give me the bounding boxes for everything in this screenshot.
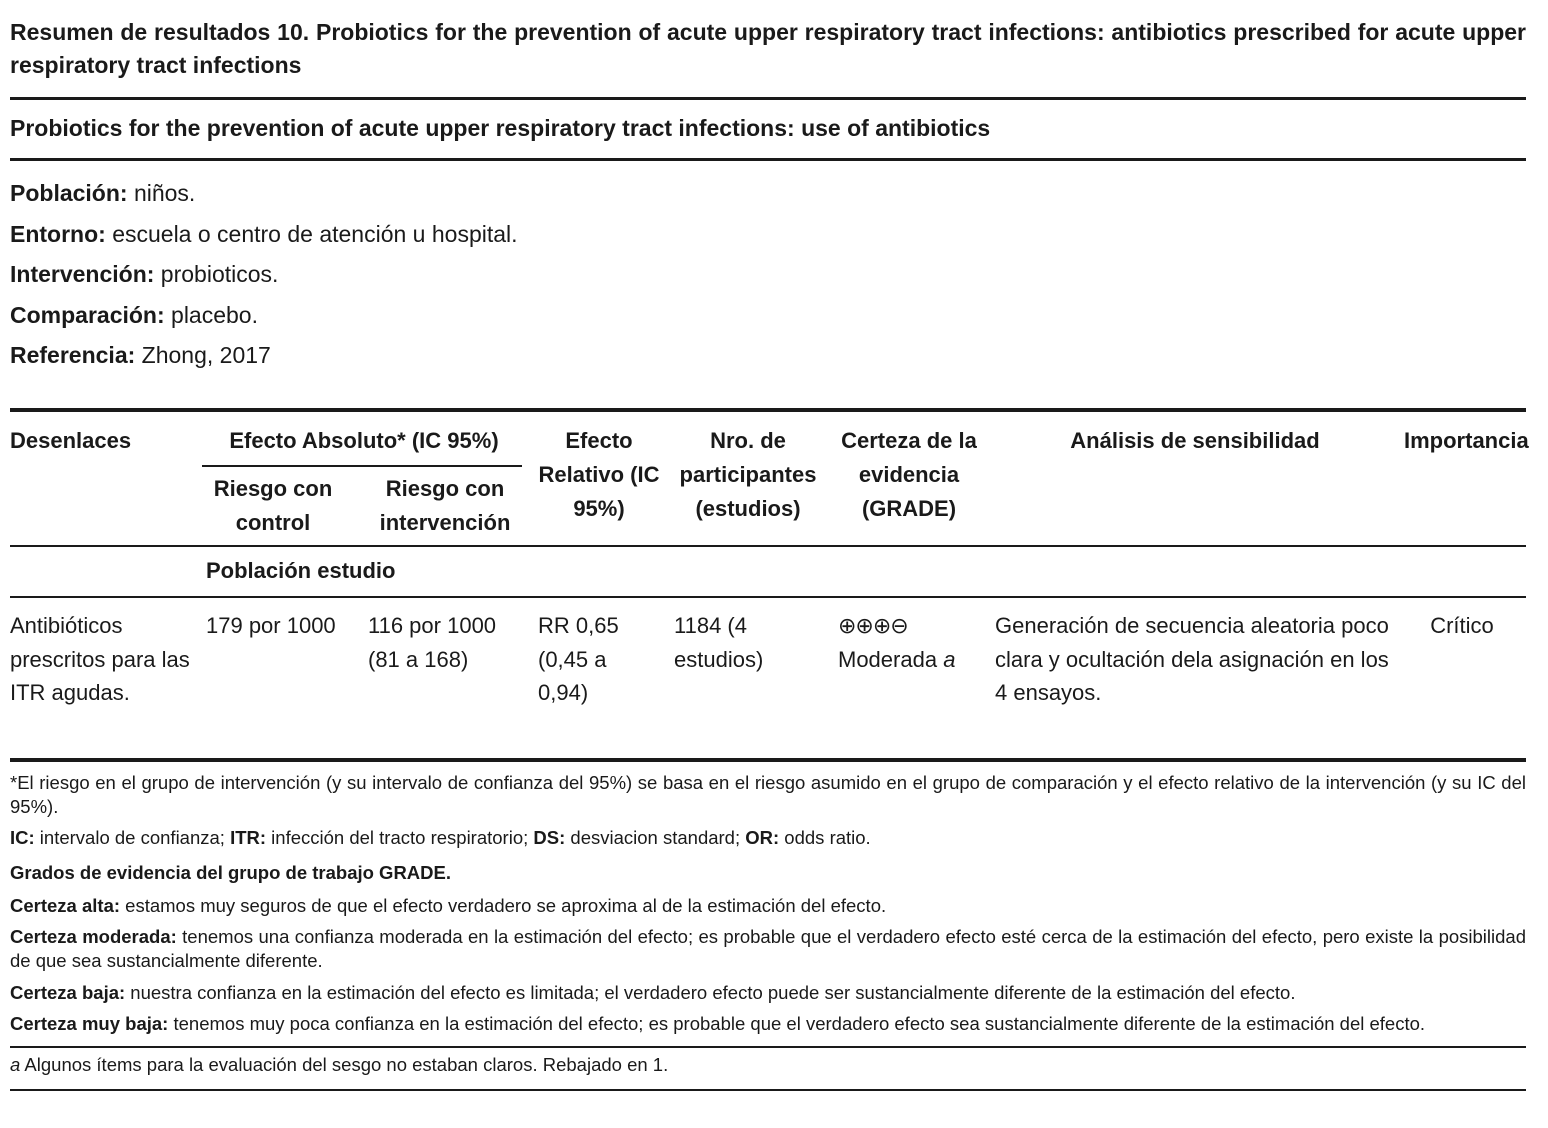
grade-label: Certeza muy baja: bbox=[10, 1013, 169, 1034]
meta-intervencion bbox=[10, 259, 278, 289]
grade-label: Certeza moderada: bbox=[10, 926, 177, 947]
header-sensitivity: Análisis de sensibilidad bbox=[1070, 428, 1320, 453]
header-absolute-effect: Efecto Absoluto* (IC 95%) bbox=[229, 428, 499, 453]
grade-label: Certeza alta: bbox=[10, 895, 121, 916]
population-label: Población estudio bbox=[206, 558, 396, 583]
cell-sensitivity: Generación de secuencia aleatoria poco clara y ocultación dela asignación en los 4 ensayos. bbox=[995, 613, 1389, 705]
abbr-def: intervalo de confianza; bbox=[34, 827, 231, 848]
meta-label: Población: bbox=[10, 180, 128, 206]
table-top-rule bbox=[10, 408, 1526, 412]
footnote-downgrade-note bbox=[10, 1053, 1526, 1077]
table-bottom-rule bbox=[10, 758, 1526, 762]
grade-text: tenemos muy poca confianza en la estimación del efecto; es probable que el verdadero efecto sea sustancialmente diferente de la estimación del efecto. bbox=[168, 1013, 1426, 1034]
certainty-symbols: ⊕⊕⊕⊖ bbox=[838, 613, 908, 638]
header-importance: Importancia bbox=[1404, 428, 1529, 453]
meta-referencia bbox=[10, 340, 271, 370]
meta-value: probioticos. bbox=[154, 261, 279, 287]
abbr-term: OR: bbox=[745, 827, 780, 848]
cell-outcome: Antibióticos prescritos para las ITR agudas. bbox=[10, 613, 190, 705]
note-text: Algunos ítems para la evaluación del sesgo no estaban claros. Rebajado en 1. bbox=[20, 1054, 669, 1075]
note-marker: a bbox=[10, 1054, 21, 1075]
meta-label: Entorno: bbox=[10, 221, 106, 247]
cell-risk-intervention: 116 por 1000 (81 a 168) bbox=[368, 613, 497, 672]
meta-value: placebo. bbox=[164, 302, 258, 328]
header-certainty: Certeza de la evidencia (GRADE) bbox=[841, 428, 977, 521]
divider bbox=[10, 1089, 1526, 1091]
cell-relative-effect: RR 0,65 (0,45 a 0,94) bbox=[538, 613, 619, 705]
grade-label: Certeza baja: bbox=[10, 982, 126, 1003]
abbr-def: infección del tracto respiratorio; bbox=[266, 827, 534, 848]
grade-text: nuestra confianza en la estimación del efecto es limitada; el verdadero efecto puede ser sustancialmente diferente de la estimación del efecto. bbox=[125, 982, 1296, 1003]
row-top-rule bbox=[10, 596, 1526, 598]
divider bbox=[10, 97, 1526, 100]
grade-text: estamos muy seguros de que el efecto verdadero se aproxima al de la estimación del efecto. bbox=[120, 895, 887, 916]
header-relative-effect: Efecto Relativo (IC 95%) bbox=[538, 428, 660, 521]
divider bbox=[10, 158, 1526, 161]
abbr-term: DS: bbox=[533, 827, 566, 848]
document-title: Resumen de resultados 10. Probiotics for the prevention of acute upper respiratory tract infections: antibiotics prescribed for acute upper respiratory tract infections bbox=[10, 19, 1526, 78]
meta-label: Referencia: bbox=[10, 342, 136, 368]
header-bottom-rule bbox=[10, 545, 1526, 547]
footnote-grade-very-low bbox=[10, 1012, 1526, 1036]
header-outcomes: Desenlaces bbox=[10, 428, 132, 453]
header-participants: Nro. de participantes (estudios) bbox=[679, 428, 817, 521]
certainty-rating bbox=[838, 643, 988, 677]
table-subtitle: Probiotics for the prevention of acute upper respiratory tract infections: use of antibiotics bbox=[10, 115, 991, 141]
meta-label: Intervención: bbox=[10, 261, 155, 287]
abbr-term: ITR: bbox=[230, 827, 267, 848]
abbr-term: IC: bbox=[10, 827, 35, 848]
footnote-grade-high bbox=[10, 894, 1526, 918]
header-sub-rule bbox=[202, 465, 522, 467]
header-risk-control: Riesgo con control bbox=[213, 476, 333, 535]
meta-value: Zhong, 2017 bbox=[135, 342, 271, 368]
abbr-def: desviacion standard; bbox=[565, 827, 746, 848]
meta-poblacion bbox=[10, 178, 195, 208]
cell-risk-control: 179 por 1000 bbox=[206, 613, 336, 638]
meta-label: Comparación: bbox=[10, 302, 165, 328]
footnote-abbreviations bbox=[10, 826, 1526, 850]
footnote-grade-heading bbox=[10, 861, 1526, 885]
header-risk-intervention: Riesgo con intervención bbox=[379, 476, 511, 535]
certainty-note-marker: a bbox=[943, 646, 956, 672]
cell-importance: Crítico bbox=[1430, 613, 1494, 638]
divider bbox=[10, 1046, 1526, 1048]
grade-heading: Grados de evidencia del grupo de trabajo GRADE. bbox=[10, 862, 452, 883]
meta-value: niños. bbox=[127, 180, 196, 206]
meta-value: escuela o centro de atención u hospital. bbox=[105, 221, 518, 247]
abbr-def: odds ratio. bbox=[779, 827, 871, 848]
meta-entorno bbox=[10, 219, 518, 249]
footnote-grade-moderate bbox=[10, 925, 1526, 973]
certainty-label: Moderada bbox=[838, 646, 944, 672]
footnote-risk: *El riesgo en el grupo de intervención (y su intervalo de confianza del 95%) se basa en el riesgo asumido en el grupo de comparación y el efecto relativo de la intervención (y su IC del 95%). bbox=[10, 772, 1526, 817]
cell-participants: 1184 (4 estudios) bbox=[674, 613, 764, 672]
footnote-grade-low bbox=[10, 981, 1526, 1005]
grade-text: tenemos una confianza moderada en la estimación del efecto; es probable que el verdadero efecto esté cerca de la estimación del efecto, pero existe la posibilidad de que sea sustancialmente diferente. bbox=[10, 926, 1526, 971]
cell-certainty bbox=[838, 609, 988, 676]
meta-comparacion bbox=[10, 300, 258, 330]
